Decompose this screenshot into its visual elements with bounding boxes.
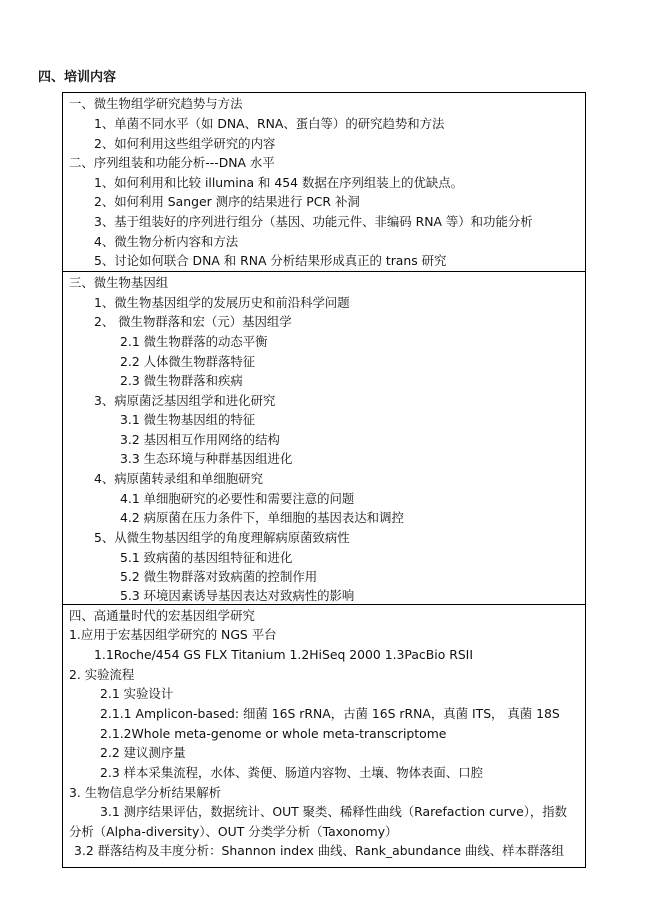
item-line: 3、基于组装好的序列进行组分（基因、功能元件、非编码 RNA 等）和功能分析 [94, 214, 533, 229]
table-row-microbial-genome [63, 272, 585, 605]
item-subline: 3.1 测序结果评估，数据统计、OUT 聚类、稀释性曲线（Rarefaction curve），指数 [100, 804, 568, 819]
item-line: 2、如何利用 Sanger 测序的结果进行 PCR 补洞 [94, 194, 360, 209]
item-subline: 3.2 基因相互作用网络的结构 [120, 432, 280, 447]
item-subline: 2.1 微生物群落的动态平衡 [120, 334, 268, 349]
item-subline: 4.2 病原菌在压力条件下，单细胞的基因表达和调控 [120, 510, 404, 525]
item-subline: 4.1 单细胞研究的必要性和需要注意的问题 [120, 491, 355, 506]
item-subline: 2.1 实验设计 [100, 686, 174, 701]
item-line: 5、讨论如何联合 DNA 和 RNA 分析结果形成真正的 trans 研究 [94, 253, 447, 268]
item-title: 三、微生物基因组 [69, 275, 169, 290]
item-line: 3、病原菌泛基因组学和进化研究 [94, 393, 276, 408]
item-line: 1、微生物基因组学的发展历史和前沿科学问题 [94, 295, 350, 310]
item-title: 四、高通量时代的宏基因组学研究 [69, 608, 255, 623]
table-row-metagenomics [63, 605, 585, 869]
section-heading: 四、培训内容 [38, 70, 117, 85]
item-subline: 5.1 致病菌的基因组特征和进化 [120, 550, 293, 565]
item-title: 一、微生物组学研究趋势与方法 [69, 96, 243, 111]
item-subline: 3.1 微生物基因组的特征 [120, 412, 256, 427]
item-subline: 2.3 微生物群落和疾病 [120, 373, 243, 388]
item-line: 1.应用于宏基因组学研究的 NGS 平台 [69, 627, 277, 642]
item-line: 1、如何利用和比较 illumina 和 454 数据在序列组装上的优缺点。 [94, 175, 464, 190]
table-row-microbiome-methods [63, 93, 585, 273]
item-subline: 3.3 生态环境与种群基因组进化 [120, 451, 293, 466]
item-subline: 2.3 样本采集流程，水体、粪便、肠道内容物、土壤、物体表面、口腔 [100, 765, 483, 780]
item-line: 2、如何利用这些组学研究的内容 [94, 136, 276, 151]
item-line: 4、病原菌转录组和单细胞研究 [94, 471, 263, 486]
item-subline: 5.2 微生物群落对致病菌的控制作用 [120, 569, 318, 584]
item-subline: 5.3 环境因素诱导基因表达对致病性的影响 [120, 588, 355, 603]
item-line: 5、从微生物基因组学的角度理解病原菌致病性 [94, 530, 350, 545]
item-line: 1、单菌不同水平（如 DNA、RNA、蛋白等）的研究趋势和方法 [94, 116, 445, 131]
content-table [62, 92, 586, 868]
item-line: 分析（Alpha-diversity）、OUT 分类学分析（Taxonomy） [69, 824, 398, 839]
item-line: 3. 生物信息学分析结果解析 [69, 785, 222, 800]
item-subline: 2.1.1 Amplicon-based: 细菌 16S rRNA，古菌 16S rRNA，真菌 ITS， 真菌 18S [100, 706, 560, 721]
item-subline: 2.2 人体微生物群落特征 [120, 354, 256, 369]
item-subline: 3.2 群落结构及丰度分析：Shannon index 曲线、Rank_abundance 曲线、样本群落组 [74, 843, 565, 858]
item-line: 4、微生物分析内容和方法 [94, 234, 239, 249]
item-title: 二、序列组装和功能分析---DNA 水平 [69, 155, 275, 170]
item-line: 2、 微生物群落和宏（元）基因组学 [94, 314, 292, 329]
item-subline: 2.1.2Whole meta-genome or whole meta-transcriptome [100, 726, 447, 741]
item-subline: 2.2 建议测序量 [100, 745, 186, 760]
item-line: 2. 实验流程 [69, 667, 135, 682]
item-line: 1.1Roche/454 GS FLX Titanium 1.2HiSeq 2000 1.3PacBio RSII [94, 647, 473, 662]
